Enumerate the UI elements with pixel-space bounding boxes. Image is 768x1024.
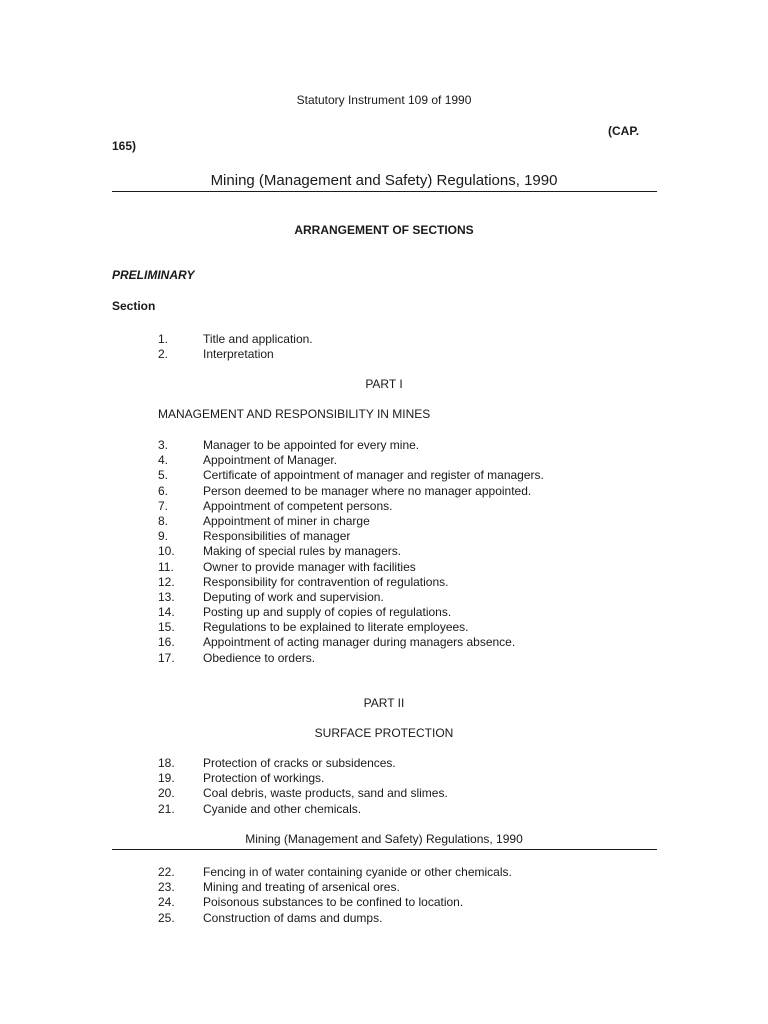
- item-text: Responsibility for contravention of regulations.: [203, 574, 449, 589]
- item-text: Cyanide and other chemicals.: [203, 801, 362, 816]
- item-text: Certificate of appointment of manager and register of managers.: [203, 468, 544, 483]
- item-number: 10.: [158, 544, 175, 559]
- continued-list: [158, 865, 512, 926]
- item-number: 3.: [158, 438, 169, 452]
- item-number: 14.: [158, 605, 175, 620]
- item-text: Protection of workings.: [203, 771, 325, 786]
- item-number: 25.: [158, 910, 175, 925]
- item-text: Owner to provide manager with facilities: [203, 559, 416, 574]
- item-text: Person deemed to be manager where no manager appointed.: [203, 483, 532, 498]
- item-number: 23.: [158, 880, 175, 895]
- instrument-number: Statutory Instrument 109 of 1990: [296, 93, 472, 107]
- list-item: [158, 453, 544, 468]
- part-1-list: [158, 438, 544, 666]
- item-text: Mining and treating of arsenical ores.: [203, 880, 400, 895]
- item-number: 5.: [158, 468, 169, 483]
- item-number: 15.: [158, 620, 175, 635]
- item-text: Appointment of acting manager during managers absence.: [203, 635, 516, 650]
- list-item: [158, 514, 544, 529]
- item-number: 1.: [158, 332, 169, 346]
- list-item: [158, 756, 448, 771]
- part-2-list: [158, 756, 448, 817]
- list-item: [158, 529, 544, 544]
- arrangement-heading: ARRANGEMENT OF SECTIONS: [294, 223, 474, 237]
- part-2-heading: SURFACE PROTECTION: [314, 726, 454, 740]
- list-item: [158, 575, 544, 590]
- item-number: 9.: [158, 529, 169, 544]
- item-text: Appointment of Manager.: [203, 453, 338, 468]
- item-number: 19.: [158, 771, 175, 786]
- item-number: 21.: [158, 801, 175, 816]
- part-1-heading: MANAGEMENT AND RESPONSIBILITY IN MINES: [158, 407, 431, 421]
- item-text: Appointment of competent persons.: [203, 498, 393, 513]
- list-item: [158, 865, 512, 880]
- list-item: [158, 620, 544, 635]
- item-number: 13.: [158, 589, 175, 604]
- preliminary-heading: PRELIMINARY: [112, 268, 195, 282]
- list-item: [158, 802, 448, 817]
- item-text: Regulations to be explained to literate employees.: [203, 620, 469, 635]
- list-item: [158, 895, 512, 910]
- cap-reference-part1: (CAP.: [608, 124, 640, 138]
- cap-reference-part2: 165): [112, 139, 137, 153]
- item-text: Fencing in of water containing cyanide or other chemicals.: [203, 865, 512, 879]
- list-item: [158, 771, 448, 786]
- list-item: [158, 911, 512, 926]
- item-text: Appointment of miner in charge: [203, 513, 370, 528]
- item-text: Obedience to orders.: [203, 650, 316, 665]
- item-text: Responsibilities of manager: [203, 529, 351, 544]
- item-number: 20.: [158, 786, 175, 801]
- item-number: 22.: [158, 865, 175, 879]
- item-number: 8.: [158, 513, 169, 528]
- list-item: [158, 635, 544, 650]
- list-item: [158, 484, 544, 499]
- list-item: [158, 468, 544, 483]
- item-text: Coal debris, waste products, sand and slimes.: [203, 786, 448, 801]
- item-text: Making of special rules by managers.: [203, 544, 402, 559]
- title-rule: [112, 191, 657, 192]
- item-text: Posting up and supply of copies of regulations.: [203, 605, 452, 620]
- document-title: Mining (Management and Safety) Regulations, 1990: [210, 172, 558, 189]
- list-item: [158, 880, 512, 895]
- list-item: [158, 786, 448, 801]
- list-item: [158, 560, 544, 575]
- part-2-label: PART II: [363, 696, 405, 710]
- item-number: 24.: [158, 895, 175, 910]
- list-item: [158, 544, 544, 559]
- item-number: 2.: [158, 347, 169, 362]
- item-text: Title and application.: [203, 332, 313, 346]
- item-number: 16.: [158, 635, 175, 650]
- item-text: Construction of dams and dumps.: [203, 910, 383, 925]
- item-number: 12.: [158, 574, 175, 589]
- item-number: 6.: [158, 483, 169, 498]
- list-item: [158, 438, 544, 453]
- list-item: [158, 499, 544, 514]
- part-1-label: PART I: [365, 377, 403, 391]
- list-item: [158, 605, 544, 620]
- item-number: 11.: [158, 559, 174, 574]
- item-text: Deputing of work and supervision.: [203, 589, 384, 604]
- running-header-rule: [112, 849, 657, 850]
- running-header: Mining (Management and Safety) Regulations, 1990: [245, 832, 523, 846]
- item-number: 4.: [158, 453, 169, 468]
- list-item: [158, 590, 544, 605]
- list-item: [158, 347, 313, 362]
- item-number: 18.: [158, 756, 175, 770]
- item-text: Protection of cracks or subsidences.: [203, 756, 396, 770]
- preliminary-list: [158, 332, 313, 362]
- list-item: [158, 332, 313, 347]
- item-number: 17.: [158, 650, 175, 665]
- item-text: Manager to be appointed for every mine.: [203, 438, 420, 452]
- item-text: Interpretation: [203, 347, 274, 362]
- list-item: [158, 651, 544, 666]
- section-label: Section: [112, 299, 156, 313]
- item-text: Poisonous substances to be confined to location.: [203, 895, 464, 910]
- item-number: 7.: [158, 498, 169, 513]
